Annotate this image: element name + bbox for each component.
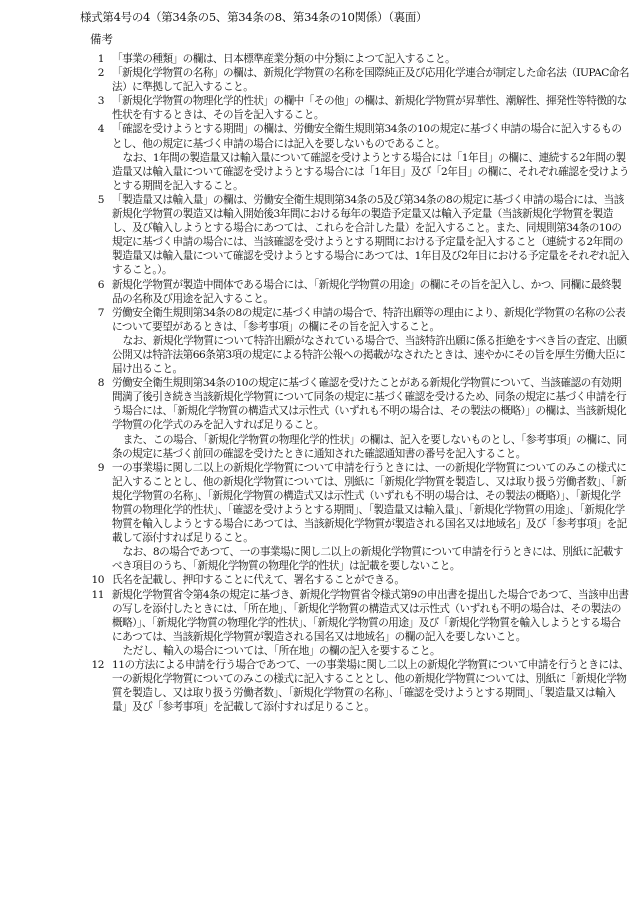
form-header: 様式第4号の4（第34条の5、第34条の8、第34条の10関係）（裏面） — [80, 10, 428, 24]
note-item — [74, 94, 630, 122]
note-paragraph: 「確認を受けようとする期間」の欄は、労働安全衛生規則第34条の10の規定に基づく申請の場合に記入するものとし、他の規定に基づく申請の場合には記入を要しないものであること。 — [112, 123, 622, 150]
note-number: 9 — [97, 461, 104, 474]
note-body — [112, 573, 630, 587]
note-item — [74, 376, 630, 461]
note-item — [74, 588, 630, 658]
note-item — [74, 461, 630, 574]
note-number: 11 — [91, 588, 104, 601]
note-paragraph: なお、1年間の製造量又は輸入量について確認を受けようとする場合には「1年目」の欄に、連続する2年間の製造量又は輸入量について確認を受けようとする場合には「1年目」及び「2年目」の欄に、それぞれ確認を受けようとする期間を記入すること。 — [112, 151, 629, 192]
note-item — [74, 193, 630, 278]
note-body — [112, 94, 630, 122]
note-number: 8 — [97, 377, 104, 390]
note-paragraph: 一の事業場に関し二以上の新規化学物質について申請を行うときには、一の新規化学物質についてのみこの様式に記入することとし、他の新規化学物質については、別紙に「新規化学物質を製造し、又は取り扱う労働者数」、「新規化学物質の名称」、「新規化学物質の構造式又は示性式（いずれも不明の場合は、その製法の概略）」、「新規化学物質の物理化学的性状」、「確認を受けようとする期間」、「製造量又は輸入量」、「新規化学物質の用途」、「新規化学物質を輸入しようとする場合にあつては、当該新規化学物質が製造される国名又は地域名」及び「参考事項」を記載して添付すれば足りること。 — [112, 461, 627, 545]
note-body — [112, 658, 630, 714]
note-paragraph: 新規化学物質が製造中間体である場合には、「新規化学物質の用途」の欄にその旨を記入し、かつ、同欄に最終製品の名称及び用途を記入すること。 — [112, 278, 622, 305]
note-paragraph: 新規化学物質省令第4条の規定に基づき、新規化学物質省令様式第9の申出書を提出した場合であつて、当該申出書の写しを添付したときには、「所在地」、「新規化学物質の構造式又は示性式（いずれも不明の場合は、その製法の概略）」、「新規化学物質の物理化学的性状」、「新規化学物質の用途」及び「新規化学物質を輸入しようとする場合にあつては、当該新規化学物質が製造される国名又は地域名」の欄の記入を要しないこと。 — [112, 588, 629, 643]
note-paragraph: 労働安全衛生規則第34条の8の規定に基づく申請の場合で、特許出願等の理由により、新規化学物質の名称の公表について要望があるときは、「参考事項」の欄にその旨を記入すること。 — [112, 306, 626, 333]
note-item — [74, 52, 630, 66]
note-body — [112, 588, 630, 658]
note-item — [74, 306, 630, 376]
note-paragraph: 「事業の種類」の欄は、日本標準産業分類の中分類によつて記入すること。 — [112, 53, 456, 65]
note-paragraph: なお、新規化学物質について特許出願がなされている場合で、当該特許出願に係る拒絶をすべき旨の査定、出願公開又は特許法第66条第3項の規定による特許公報への掲載がなされたときは、速やかにその旨を厚生労働大臣に届け出ること。 — [112, 334, 627, 376]
note-body — [112, 66, 630, 94]
note-number: 10 — [91, 574, 104, 587]
note-paragraph: なお、8の場合であつて、一の事業場に関し二以上の新規化学物質について申請を行うときには、別紙に記載すべき項目のうち、「新規化学物質の物理化学的性状」は記載を要しないこと。 — [112, 546, 623, 573]
note-item — [74, 122, 630, 192]
note-item — [74, 658, 630, 714]
note-body — [112, 461, 630, 574]
note-paragraph: 「製造量又は輸入量」の欄は、労働安全衛生規則第34条の5及び第34条の8の規定に基づく申請の場合には、当該新規化学物質の製造又は輸入開始後3年間における毎年の製造予定量又は輸入予定量（当該新規化学物質を製造し、及び輸入しようとする場合にあつては、これらを合計した量）を記入すること。また、同規則第34条の10の規定に基づく申請の場合には、当該確認を受けようとする期間における予定量を記入すること（連続する2年間の製造量又は輸入量について確認を受けようとする場合にあつては、1年目及び2年目における予定量をそれぞれ記入すること。）。 — [112, 193, 629, 277]
note-paragraph: 労働安全衛生規則第34条の10の規定に基づく確認を受けたことがある新規化学物質について、当該確認の有効期間満了後引き続き当該新規化学物質について同条の規定に基づく確認を受けるため、同条の規定に基づく申請を行う場合には、「新規化学物質の構造式又は示性式（いずれも不明の場合は、その製法の概略）」の欄は、当該新規化学物質の化学式のみを記入すれば足りること。 — [112, 377, 627, 432]
note-paragraph: 氏名を記載し、押印することに代えて、署名することができる。 — [112, 574, 405, 587]
note-body — [112, 193, 630, 278]
note-number: 4 — [97, 123, 104, 136]
note-body — [112, 52, 630, 66]
note-number: 6 — [97, 278, 104, 291]
note-number: 12 — [91, 659, 104, 672]
note-paragraph: また、この場合、「新規化学物質の物理化学的性状」の欄は、記入を要しないものとし、「参考事項」の欄に、同条の規定に基づく前回の確認を受けたときに通知された確認通知書の番号を記入すること。 — [112, 433, 627, 460]
note-number: 7 — [97, 306, 104, 319]
note-paragraph: ただし、輸入の場合については、「所在地」の欄の記入を要すること。 — [122, 644, 441, 657]
note-item — [74, 66, 630, 94]
note-number: 1 — [97, 53, 104, 65]
note-item — [74, 573, 630, 587]
note-number: 3 — [97, 95, 104, 108]
note-body — [112, 122, 630, 192]
notes-list — [74, 52, 630, 714]
note-number: 2 — [97, 67, 104, 80]
note-item — [74, 278, 630, 306]
note-paragraph: 11の方法による申請を行う場合であつて、一の事業場に関し二以上の新規化学物質について申請を行うときには、一の新規化学物質についてのみこの様式に記入することとし、他の新規化学物質については、別紙に「新規化学物質を製造し、又は取り扱う労働者数」、「新規化学物質の名称」、「確認を受けようとする期間」、「製造量又は輸入量」及び「参考事項」を記載して添付すれば足りること。 — [112, 659, 629, 714]
note-body — [112, 306, 630, 376]
note-number: 5 — [97, 193, 104, 206]
note-body — [112, 278, 630, 306]
note-paragraph: 「新規化学物質の物理化学的性状」の欄中「その他」の欄は、新規化学物質が昇華性、潮解性、揮発性等特徴的な性状を有するときは、その旨を記入すること。 — [112, 95, 627, 122]
note-body — [112, 376, 630, 461]
note-paragraph: 「新規化学物質の名称」の欄は、新規化学物質の名称を国際純正及び応用化学連合が制定した命名法（IUPAC命名法）に準拠して記入すること。 — [112, 67, 630, 94]
remarks-title: 備考 — [90, 32, 113, 46]
